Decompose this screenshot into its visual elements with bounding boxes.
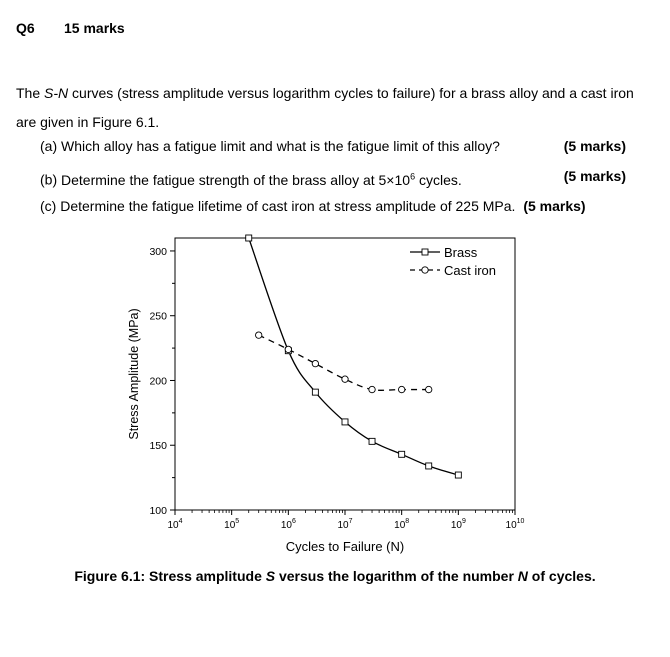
part-a-text: Which alloy has a fatigue limit and what is the fatigue limit of this alloy? xyxy=(61,138,500,154)
intro-text-2: curves (stress amplitude versus logarithm cycles to failure) for a brass alloy and a cast iron are given in Figure 6.1. xyxy=(16,85,634,130)
part-b xyxy=(40,166,626,196)
question-number: Q6 xyxy=(16,20,35,36)
x-tick-label-7: $10^7$ xyxy=(337,518,353,531)
sn-curve-chart xyxy=(110,226,530,561)
part-b-exponent: 6 xyxy=(410,171,416,181)
intro-sn: S-N xyxy=(44,85,69,101)
intro-text-1: The xyxy=(16,85,45,101)
point-cast-iron-0 xyxy=(256,332,262,338)
y-tick-label-100: 100 xyxy=(149,505,167,517)
chart-legend xyxy=(410,245,496,278)
part-c-marks: (5 marks) xyxy=(523,198,586,214)
caption-s: S xyxy=(265,568,276,584)
y-tick-label-150: 150 xyxy=(149,440,167,453)
point-brass-4 xyxy=(369,438,375,444)
question-total-marks: 15 marks xyxy=(64,20,125,36)
y-tick-label-200: 200 xyxy=(149,375,167,388)
caption-suffix: of cycles. xyxy=(527,568,596,584)
point-cast-iron-3 xyxy=(342,376,348,382)
part-a xyxy=(40,136,626,166)
legend-castiron-label: Cast iron xyxy=(444,263,497,278)
caption-n: N xyxy=(517,568,528,584)
x-tick-label-9: $10^9$ xyxy=(450,518,466,531)
question-header xyxy=(16,20,125,36)
question-parts xyxy=(40,136,626,226)
y-tick-label-250: 250 xyxy=(149,310,167,323)
caption-prefix: Figure 6.1: Stress amplitude xyxy=(74,568,266,584)
x-tick-label-6: $10^6$ xyxy=(280,518,296,531)
part-b-text xyxy=(61,172,462,188)
point-cast-iron-4 xyxy=(369,386,375,392)
part-c-label: (c) xyxy=(40,198,57,214)
part-b-text-before: Determine the fatigue strength of the brass alloy at 5×10 xyxy=(61,171,411,188)
part-b-marks: (5 marks) xyxy=(563,168,626,184)
part-b-text-after: cycles. xyxy=(415,171,462,188)
part-a-label: (a) xyxy=(40,138,58,154)
point-brass-7 xyxy=(455,472,461,478)
y-axis-ticks xyxy=(149,246,175,517)
caption-middle: versus the logarithm of the number xyxy=(275,568,518,584)
point-cast-iron-1 xyxy=(285,346,291,352)
part-c xyxy=(40,196,626,226)
point-cast-iron-2 xyxy=(312,360,318,366)
y-tick-label-300: 300 xyxy=(149,245,167,258)
x-axis-ticks xyxy=(167,510,524,531)
part-c-text: Determine the fatigue lifetime of cast iron at stress amplitude of 225 MPa. xyxy=(60,198,516,214)
legend-castiron-marker xyxy=(422,267,428,273)
figure-caption xyxy=(0,568,670,584)
point-brass-6 xyxy=(426,463,432,469)
legend-brass-label: Brass xyxy=(444,245,478,260)
legend-brass-marker xyxy=(422,249,428,255)
x-tick-label-4: $10^4$ xyxy=(167,518,183,531)
point-brass-3 xyxy=(342,419,348,425)
y-axis-label: Stress Amplitude (MPa) xyxy=(127,308,141,440)
series-line-brass xyxy=(249,238,459,475)
part-b-label: (b) xyxy=(40,171,58,188)
x-axis-label: Cycles to Failure (N) xyxy=(285,539,405,554)
x-tick-label-10: $10^{10}$ xyxy=(505,518,525,531)
point-brass-0 xyxy=(246,235,252,241)
point-cast-iron-5 xyxy=(398,386,404,392)
question-intro xyxy=(16,79,646,136)
part-a-marks: (5 marks) xyxy=(563,138,626,154)
series-layer xyxy=(246,235,462,478)
x-tick-label-8: $10^8$ xyxy=(394,518,410,531)
plot-frame xyxy=(175,238,515,510)
point-cast-iron-6 xyxy=(426,386,432,392)
point-brass-5 xyxy=(399,451,405,457)
point-brass-2 xyxy=(312,389,318,395)
x-tick-label-5: $10^5$ xyxy=(224,518,240,531)
